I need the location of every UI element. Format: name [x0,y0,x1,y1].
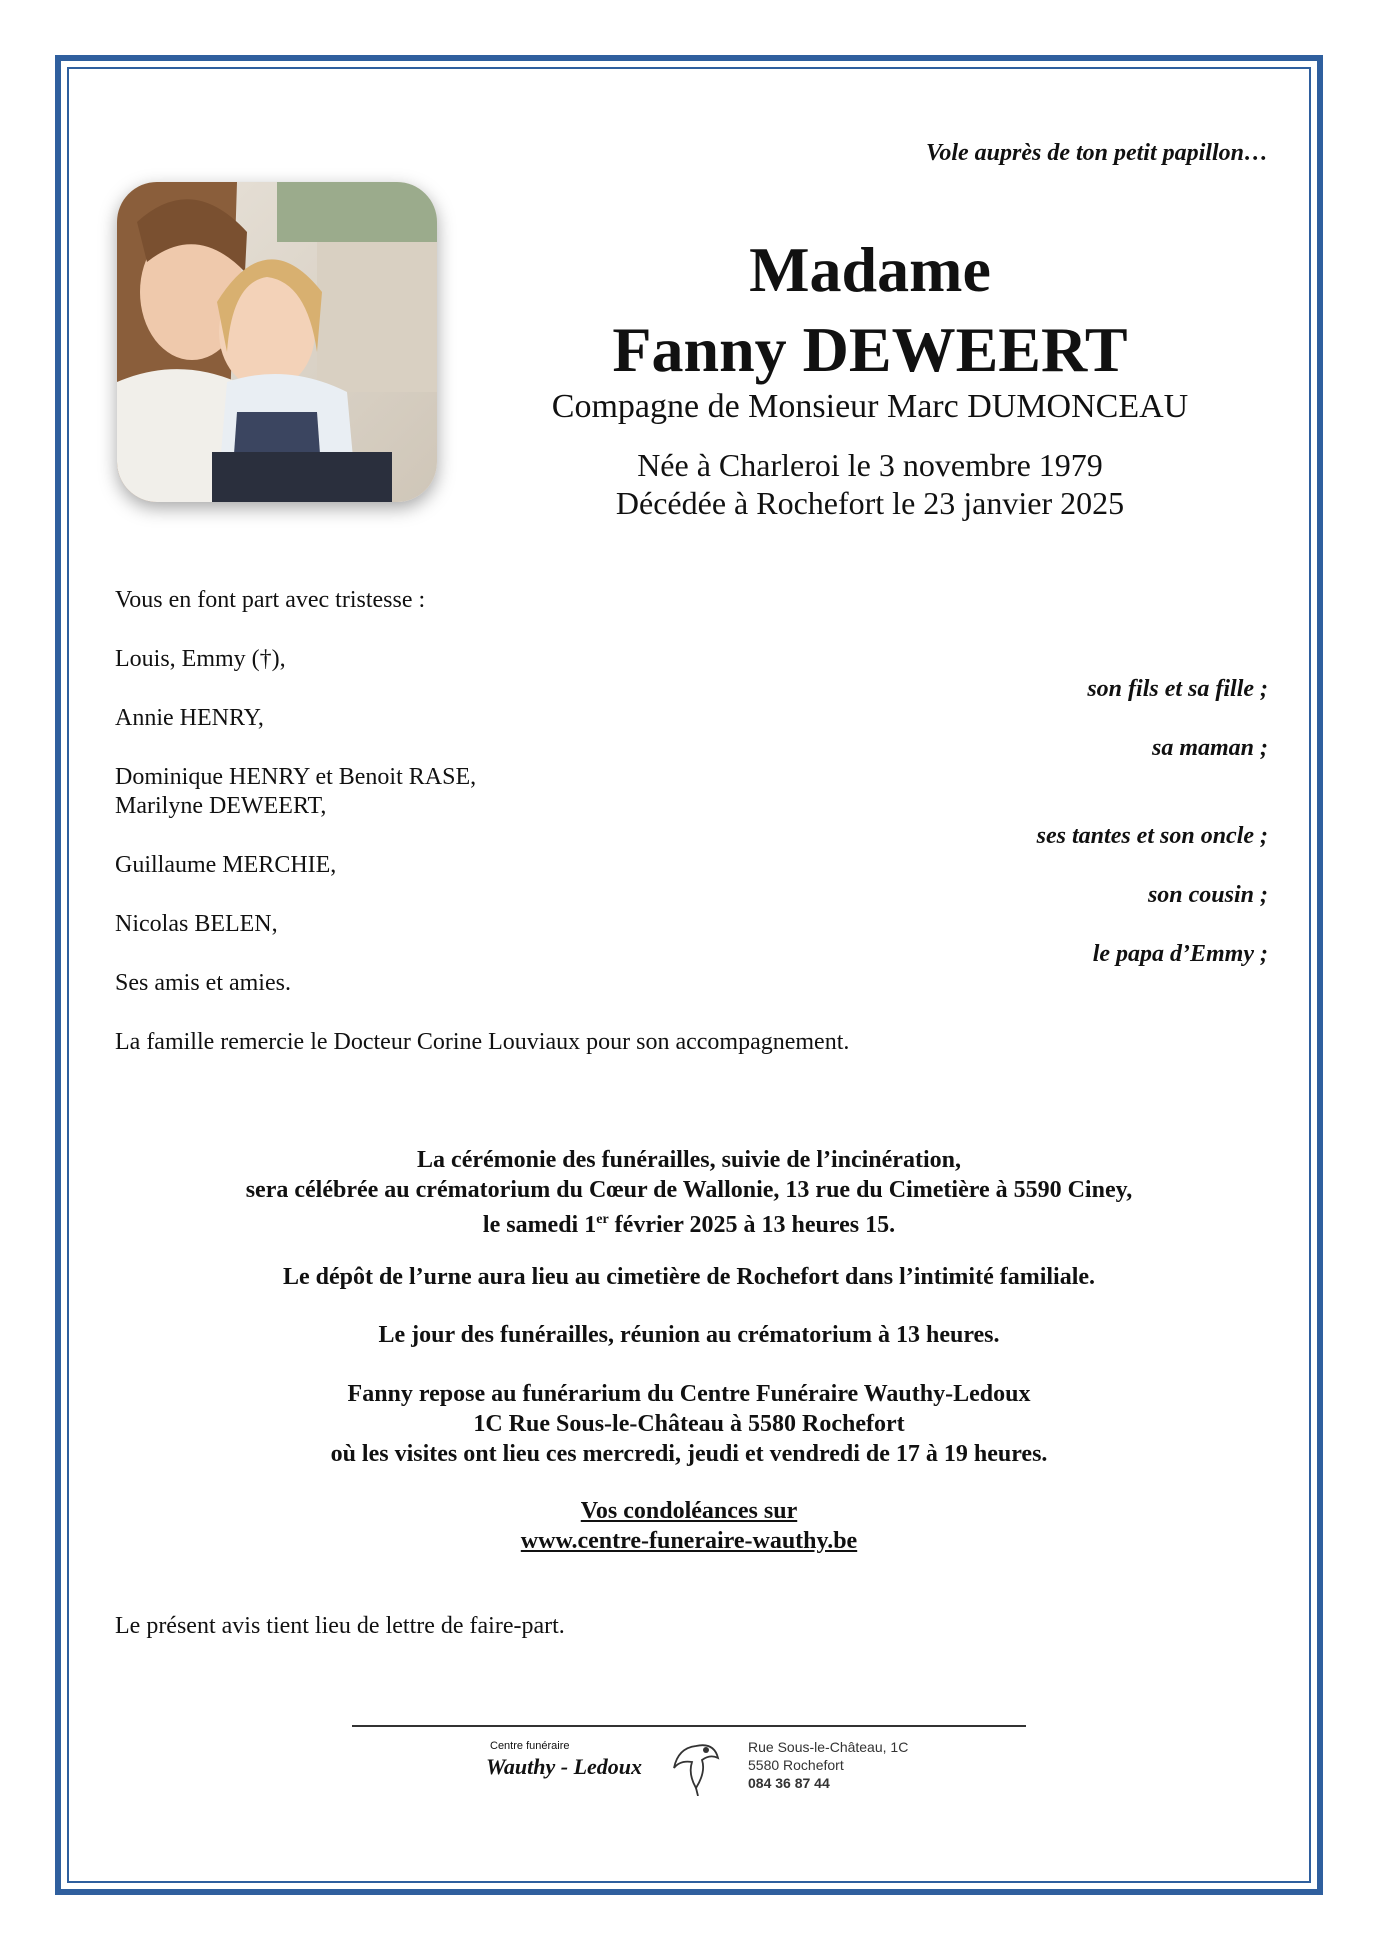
logo-brand: Wauthy - Ledoux [486,1754,643,1779]
ceremony-line-3: le samedi 1er février 2025 à 13 heures 15. [482,1212,896,1238]
footer-divider [352,1725,1026,1727]
funerarium-line-1: Fanny repose au funérarium du Centre Funéraire Wauthy-Ledoux [347,1381,1031,1407]
family-names-4: Nicolas BELEN, [115,911,278,937]
title-madame: Madame [749,234,991,305]
death-line: Décédée à Rochefort le 23 janvier 2025 [615,485,1125,521]
condolences-website-link[interactable]: www.centre-funeraire-wauthy.be [520,1528,858,1554]
family-names-2: Dominique HENRY et Benoit RASE, [115,764,477,790]
urn-line: Le dépôt de l’urne aura lieu au cimetière de Rochefort dans l’intimité familiale. [282,1264,1096,1290]
funerarium-block [130,1379,1248,1469]
address-street: Rue Sous-le-Château, 1C [748,1739,909,1755]
ceremony-line-1: La cérémonie des funérailles, suivie de l’incinération, [417,1147,961,1173]
ceremony-line-2: sera célébrée au crématorium du Cœur de Wallonie, 13 rue du Cimetière à 5590 Ciney, [245,1177,1133,1203]
intro-text: Vous en font part avec tristesse : [115,587,426,613]
family-relation-4: le papa d’Emmy ; [1092,941,1268,967]
birth-line: Née à Charleroi le 3 novembre 1979 [637,447,1103,483]
thanks-line: La famille remercie le Docteur Corine Louviaux pour son accompagnement. [115,1029,850,1055]
logo-address [748,1738,908,1792]
lily-icon [666,1738,726,1796]
funerarium-line-2: 1C Rue Sous-le-Château à 5580 Rochefort [473,1411,905,1437]
dates-block [490,446,1250,522]
family-names-0: Louis, Emmy (†), [115,646,286,672]
epigraph: Vole auprès de ton petit papillon… [925,140,1268,166]
ceremony-block [130,1145,1248,1240]
gathering-line: Le jour des funérailles, réunion au crématorium à 13 heures. [378,1322,1000,1348]
friends-line: Ses amis et amies. [115,970,291,996]
family-names-3: Guillaume MERCHIE, [115,852,337,878]
family-relation-0: son fils et sa fille ; [1087,676,1268,702]
funerarium-line-3: où les visites ont lieu ces mercredi, jeudi et vendredi de 17 à 19 heures. [330,1441,1048,1467]
phone-number: 084 36 87 44 [748,1775,830,1791]
logo-small-text: Centre funéraire [490,1740,570,1752]
funeral-home-logo [480,1738,930,1798]
partner-line: Compagne de Monsieur Marc DUMONCEAU [551,388,1189,425]
family-relation-1: sa maman ; [1151,735,1268,761]
condolences-block [130,1496,1248,1556]
deceased-name: Fanny DEWEERT [612,314,1128,385]
condolences-label: Vos condoléances sur [580,1498,798,1524]
family-names-2b: Marilyne DEWEERT, [115,793,327,819]
address-city: 5580 Rochefort [748,1757,844,1773]
notice-line: Le présent avis tient lieu de lettre de faire-part. [115,1613,565,1639]
family-names-1: Annie HENRY, [115,705,264,731]
family-relation-2: ses tantes et son oncle ; [1036,823,1268,849]
deceased-name-block [490,230,1250,390]
portrait-photo [117,182,437,502]
portrait-photo-illustration [117,182,437,502]
family-relation-3: son cousin ; [1147,882,1268,908]
